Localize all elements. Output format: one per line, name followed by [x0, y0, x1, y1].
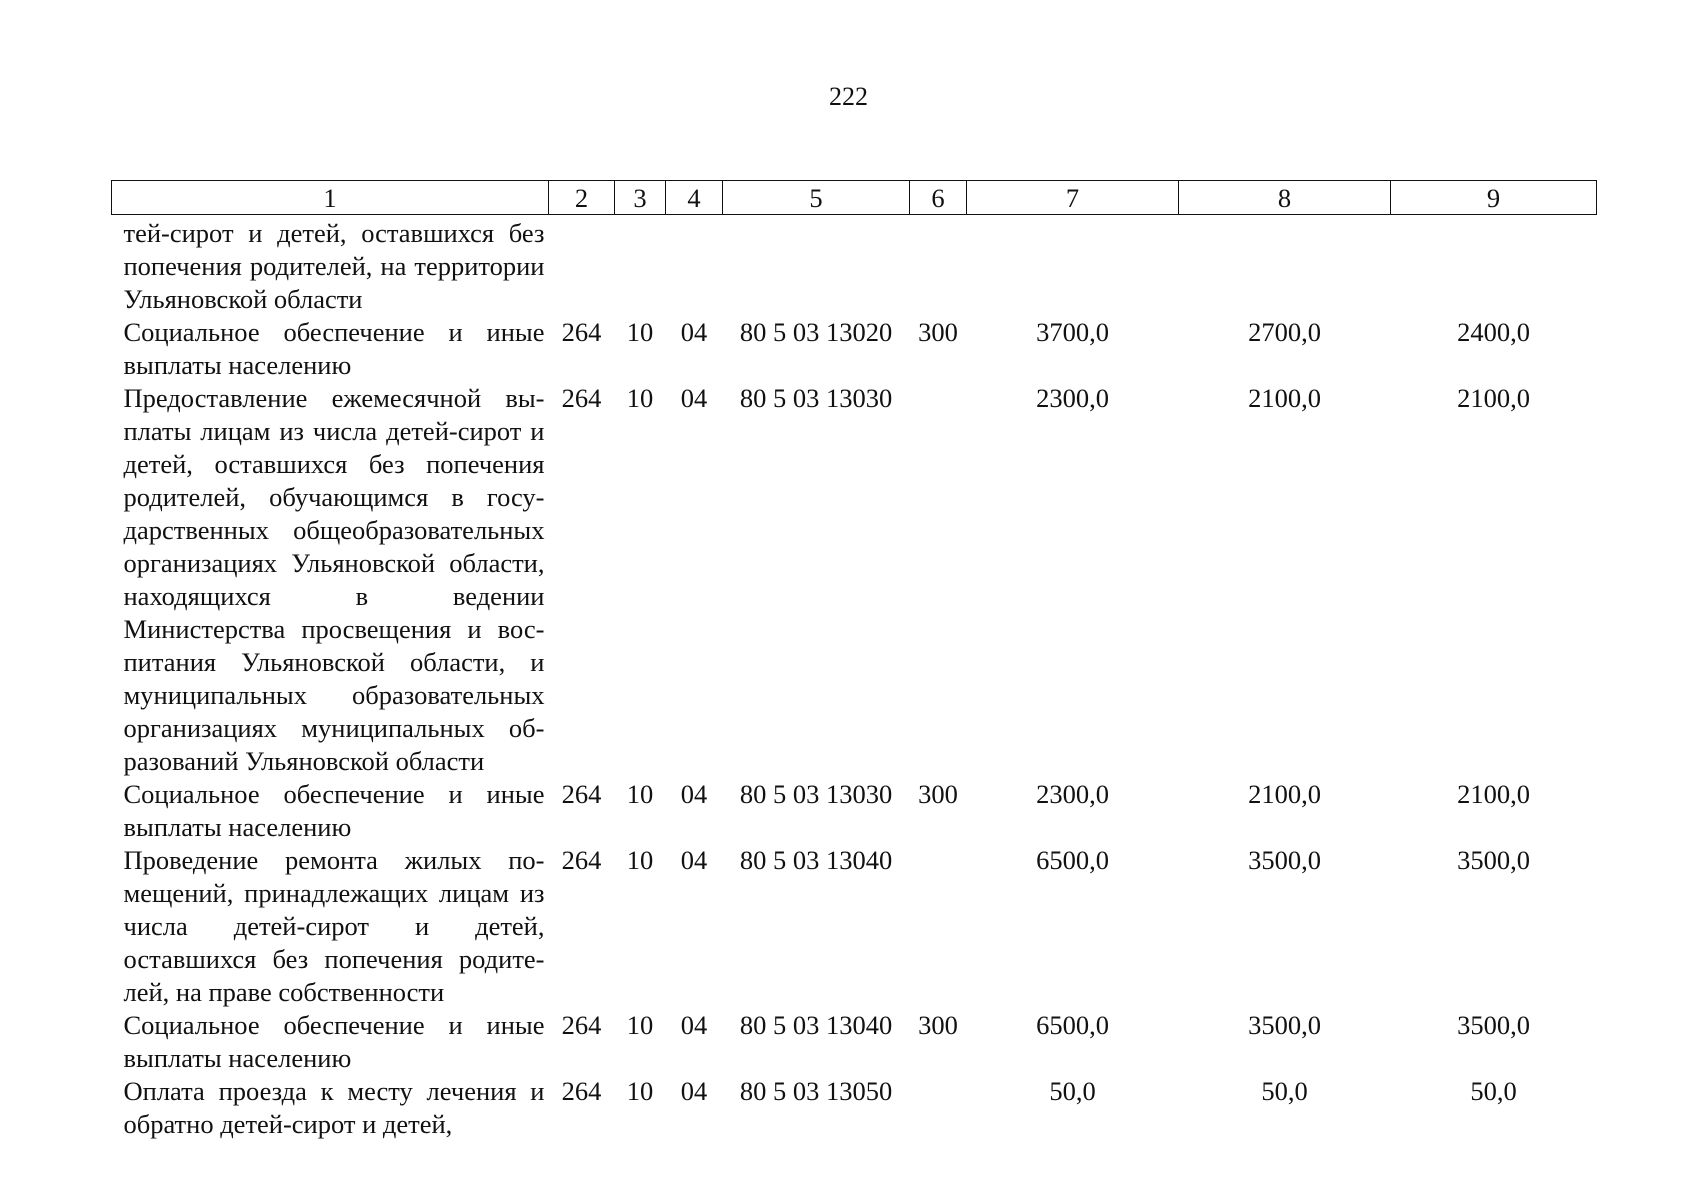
cell-col-3: 10 [626, 383, 654, 413]
cell-col-7: 2300,0 [1036, 779, 1109, 809]
cell-col-3: 10 [626, 1076, 654, 1106]
cell-col-5: 80 5 03 13020 [739, 317, 893, 347]
cell-col-4: 04 [680, 317, 708, 347]
cell-col-6: 300 [918, 317, 958, 347]
cell-col-6: 300 [918, 1010, 958, 1040]
header-col-7: 7 [967, 181, 1179, 215]
cell-col-2: 264 [561, 779, 602, 809]
header-col-5: 5 [723, 181, 910, 215]
cell-col-3: 10 [626, 779, 654, 809]
header-col-2: 2 [549, 181, 615, 215]
cell-col-8: 3500,0 [1248, 1010, 1321, 1040]
cell-col-8 [1179, 215, 1391, 317]
cell-col-7: 50,0 [1049, 1076, 1096, 1106]
row-name: Социальное обеспечение и иные выплаты населению [123, 779, 545, 842]
cell-col-8: 2100,0 [1248, 383, 1321, 413]
table-row [112, 316, 1597, 382]
table-header [112, 181, 1597, 215]
row-name: Проведение ремонта жилых помещений, принадлежащих лицам из числа детей-сирот и детей, оставшихся без попечения родителей, на праве собственности [123, 845, 545, 1007]
header-col-9: 9 [1391, 181, 1597, 215]
cell-col-4 [666, 215, 723, 317]
cell-col-2: 264 [561, 317, 602, 347]
cell-col-3: 10 [626, 845, 654, 875]
cell-col-7: 6500,0 [1036, 1010, 1109, 1040]
cell-col-4: 04 [680, 1076, 708, 1106]
cell-col-7 [967, 215, 1179, 317]
cell-col-5 [723, 215, 910, 317]
cell-col-5: 80 5 03 13030 [739, 779, 893, 809]
cell-col-4: 04 [680, 779, 708, 809]
cell-col-6: 300 [918, 779, 958, 809]
cell-col-5: 80 5 03 13040 [739, 845, 893, 875]
cell-col-7: 2300,0 [1036, 383, 1109, 413]
table-row [112, 215, 1597, 317]
cell-col-4: 04 [680, 383, 708, 413]
cell-col-9: 2100,0 [1457, 383, 1530, 413]
cell-col-6 [910, 1075, 967, 1141]
cell-col-5: 80 5 03 13050 [739, 1076, 893, 1106]
cell-col-4: 04 [680, 1010, 708, 1040]
cell-col-2: 264 [561, 383, 602, 413]
cell-col-6 [910, 215, 967, 317]
budget-table [111, 180, 1597, 1141]
header-col-4: 4 [666, 181, 723, 215]
table-row [112, 778, 1597, 844]
cell-col-5: 80 5 03 13040 [739, 1010, 893, 1040]
cell-col-8: 50,0 [1261, 1076, 1308, 1106]
cell-col-7: 6500,0 [1036, 845, 1109, 875]
table-row [112, 1075, 1597, 1141]
cell-col-9: 50,0 [1470, 1076, 1517, 1106]
cell-col-6 [910, 382, 967, 778]
cell-col-3 [615, 215, 666, 317]
row-name: Социальное обеспечение и иные выплаты населению [123, 317, 545, 380]
cell-col-8: 2700,0 [1248, 317, 1321, 347]
cell-col-9: 3500,0 [1457, 845, 1530, 875]
header-row [112, 181, 1597, 215]
header-col-3: 3 [615, 181, 666, 215]
cell-col-2: 264 [561, 1010, 602, 1040]
cell-col-9: 3500,0 [1457, 1010, 1530, 1040]
cell-col-5: 80 5 03 13030 [739, 383, 893, 413]
table-body [112, 215, 1597, 1142]
cell-col-9: 2400,0 [1457, 317, 1530, 347]
header-col-6: 6 [910, 181, 967, 215]
table-row [112, 1009, 1597, 1075]
table-row [112, 382, 1597, 778]
row-name: тей-сирот и детей, оставшихся без попечения родителей, на территории Ульяновской области [123, 218, 545, 314]
header-col-8: 8 [1179, 181, 1391, 215]
cell-col-3: 10 [626, 317, 654, 347]
cell-col-2 [549, 215, 615, 317]
cell-col-3: 10 [626, 1010, 654, 1040]
row-name: Оплата проезда к месту лечения и обратно детей-сирот и детей, [123, 1076, 545, 1139]
row-name: Предоставление ежемесячной выплаты лицам из числа детей-сирот и детей, оставшихся без попечения родителей, обучающимся в государственных общеобразовательных организациях Ульяновской области, находящихся в ведении Министерства просвещения и воспитания Ульяновской области, и муниципальных образовательных организациях муниципальных образований Ульяновской области [123, 383, 545, 776]
cell-col-2: 264 [561, 845, 602, 875]
cell-col-9: 2100,0 [1457, 779, 1530, 809]
page-number: 222 [829, 82, 868, 111]
cell-col-4: 04 [680, 845, 708, 875]
cell-col-8: 2100,0 [1248, 779, 1321, 809]
cell-col-8: 3500,0 [1248, 845, 1321, 875]
header-col-1: 1 [112, 181, 549, 215]
cell-col-2: 264 [561, 1076, 602, 1106]
budget-table-container [111, 180, 1596, 1141]
cell-col-9 [1391, 215, 1597, 317]
cell-col-6 [910, 844, 967, 1009]
cell-col-7: 3700,0 [1036, 317, 1109, 347]
table-row [112, 844, 1597, 1009]
row-name: Социальное обеспечение и иные выплаты населению [123, 1010, 545, 1073]
